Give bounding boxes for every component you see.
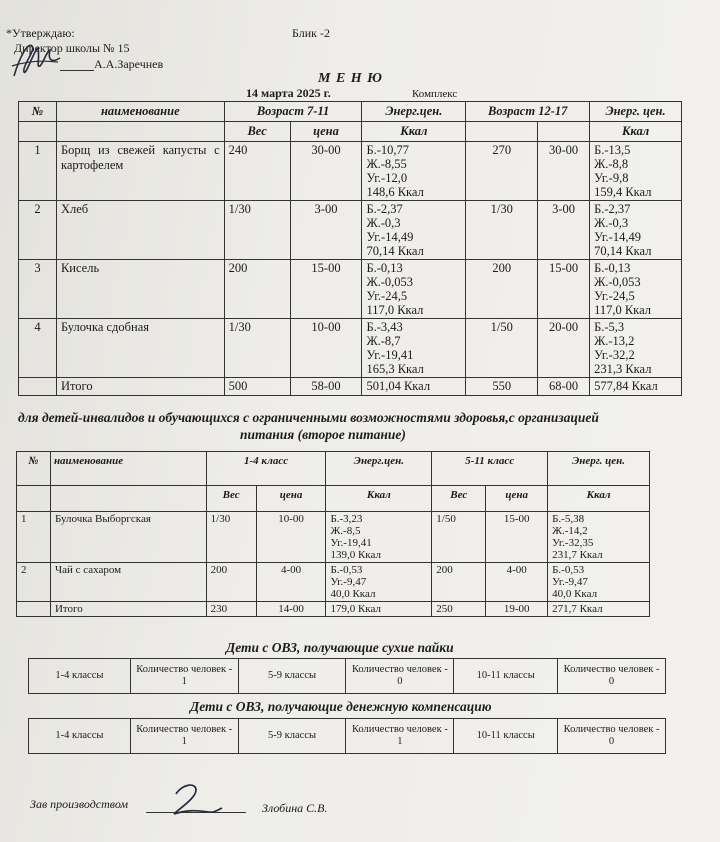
protein-value: Б.-0,13 <box>594 261 631 275</box>
row-num: 2 <box>17 563 51 602</box>
second-meal-table <box>16 451 650 617</box>
total-price: 19-00 <box>486 602 548 617</box>
col-kcal1: Ккал <box>326 486 432 512</box>
class-group: 10-11 классы <box>454 659 558 694</box>
total-row <box>17 602 650 617</box>
col-price1: цена <box>290 122 362 142</box>
dish-energy <box>548 512 650 563</box>
kcal-value: 40,0 Ккал <box>552 588 598 600</box>
total-kcal: 577,84 Ккал <box>590 378 682 396</box>
kcal-value: 159,4 Ккал <box>594 185 652 199</box>
protein-value: Б.-5,3 <box>594 320 625 334</box>
row-num: 1 <box>19 142 57 201</box>
dish-weight: 270 <box>466 142 538 201</box>
col-weight1: Вес <box>206 486 256 512</box>
class-group: 5-9 классы <box>238 719 346 754</box>
carb-value: Уг.-32,35 <box>552 537 594 549</box>
fat-value: Ж.-14,2 <box>552 525 588 537</box>
student-count: Количество человек - 0 <box>558 719 666 754</box>
dish-price: 3-00 <box>538 201 590 260</box>
dish-price: 10-00 <box>290 319 362 378</box>
signature-line <box>60 70 94 71</box>
protein-value: Б.-3,43 <box>366 320 403 334</box>
kcal-value: 117,0 Ккал <box>366 303 424 317</box>
table-row <box>17 563 650 602</box>
protein-value: Б.-3,23 <box>330 513 363 525</box>
total-kcal: 179,0 Ккал <box>326 602 432 617</box>
dish-energy <box>590 201 682 260</box>
director-name: А.А.Заречнев <box>94 57 164 71</box>
protein-value: Б.-0,53 <box>330 564 363 576</box>
kcal-value: 231,7 Ккал <box>552 549 603 561</box>
protein-value: Б.-5,38 <box>552 513 585 525</box>
student-count: Количество человек - 1 <box>130 719 238 754</box>
dish-price: 15-00 <box>486 512 548 563</box>
col-kcal2: Ккал <box>590 122 682 142</box>
col-name: наименование <box>50 452 206 486</box>
dish-energy <box>590 142 682 201</box>
menu-kind: Комплекс <box>412 88 458 100</box>
dry-rations-heading: Дети с ОВЗ, получающие сухие пайки <box>226 640 454 655</box>
student-count: Количество человек - 1 <box>130 659 238 694</box>
total-price: 58-00 <box>290 378 362 396</box>
dish-weight: 1/50 <box>432 512 486 563</box>
fat-value: Ж.-8,7 <box>366 334 401 348</box>
col-num: № <box>17 452 51 486</box>
dish-energy <box>362 319 466 378</box>
table-row <box>19 260 682 319</box>
protein-value: Б.-10,77 <box>366 143 410 157</box>
dish-weight: 200 <box>466 260 538 319</box>
dish-price: 10-00 <box>256 512 326 563</box>
dish-price: 30-00 <box>538 142 590 201</box>
col-age2: Возраст 12-17 <box>466 102 590 122</box>
dish-energy <box>326 563 432 602</box>
director-signature <box>10 36 64 84</box>
total-price: 14-00 <box>256 602 326 617</box>
kcal-value: 165,3 Ккал <box>366 362 424 376</box>
col-energy2: Энерг. цен. <box>548 452 650 486</box>
dish-weight: 1/30 <box>224 319 290 378</box>
section2-heading-line2: питания (второе питание) <box>240 427 406 442</box>
carb-value: Уг.-14,49 <box>366 230 414 244</box>
student-count: Количество человек - 0 <box>346 659 454 694</box>
dish-price: 30-00 <box>290 142 362 201</box>
carb-value: Уг.-19,41 <box>330 537 372 549</box>
dish-name: Хлеб <box>56 201 224 260</box>
dish-weight: 200 <box>224 260 290 319</box>
student-count: Количество человек - 0 <box>558 659 666 694</box>
kcal-value: 117,0 Ккал <box>594 303 651 317</box>
col-weight1: Вес <box>224 122 290 142</box>
fat-value: Ж.-0,3 <box>594 216 629 230</box>
total-kcal: 271,7 Ккал <box>548 602 650 617</box>
total-weight: 250 <box>432 602 486 617</box>
col-price1: цена <box>256 486 326 512</box>
fat-value: Ж.-0,3 <box>366 216 401 230</box>
protein-value: Б.-2,37 <box>594 202 631 216</box>
carb-value: Уг.-24,5 <box>594 289 635 303</box>
dish-price: 15-00 <box>290 260 362 319</box>
col-grp1: 1-4 класс <box>206 452 326 486</box>
dish-name: Чай с сахаром <box>50 563 206 602</box>
compensation-heading: Дети с ОВЗ, получающие денежную компенсацию <box>190 699 492 714</box>
section2-heading-line1: для детей-инвалидов и обучающихся с ограниченными возможностями здоровья,с организацией <box>18 410 599 425</box>
table-row <box>19 142 682 201</box>
kcal-value: 70,14 Ккал <box>594 244 652 258</box>
dish-energy <box>326 512 432 563</box>
table-row <box>19 319 682 378</box>
col-price2: цена <box>486 486 548 512</box>
dry-rations-table <box>28 658 666 694</box>
dish-price: 20-00 <box>538 319 590 378</box>
dish-energy <box>362 201 466 260</box>
student-count: Количество человек - 1 <box>346 719 454 754</box>
carb-value: Уг.-14,49 <box>594 230 641 244</box>
menu-date: 14 марта 2025 г. <box>246 86 331 100</box>
class-group: 5-9 классы <box>238 659 346 694</box>
carb-value: Уг.-9,8 <box>594 171 629 185</box>
blank-label: Блик -2 <box>292 26 330 40</box>
approve-label: *Утверждаю: <box>6 26 75 40</box>
col-weight2: Вес <box>432 486 486 512</box>
protein-value: Б.-2,37 <box>366 202 403 216</box>
dish-price: 15-00 <box>538 260 590 319</box>
protein-value: Б.-0,53 <box>552 564 585 576</box>
menu-title: М Е Н Ю <box>318 71 383 86</box>
total-weight: 230 <box>206 602 256 617</box>
dish-name: Кисель <box>56 260 224 319</box>
col-name: наименование <box>56 102 224 122</box>
dish-price: 4-00 <box>256 563 326 602</box>
total-label: Итого <box>50 602 206 617</box>
col-energy1: Энерг.цен. <box>326 452 432 486</box>
dish-weight: 200 <box>206 563 256 602</box>
fat-value: Ж.-8,5 <box>330 525 361 537</box>
carb-value: Уг.-32,2 <box>594 348 635 362</box>
total-price: 68-00 <box>538 378 590 396</box>
row-num: 1 <box>17 512 51 563</box>
dish-weight: 1/30 <box>466 201 538 260</box>
table-row <box>19 201 682 260</box>
manager-signature <box>166 780 226 822</box>
row-num: 4 <box>19 319 57 378</box>
total-weight: 500 <box>224 378 290 396</box>
table-row <box>17 512 650 563</box>
col-age1: Возраст 7-11 <box>224 102 362 122</box>
dish-price: 3-00 <box>290 201 362 260</box>
carb-value: Уг.-9,47 <box>552 576 588 588</box>
carb-value: Уг.-19,41 <box>366 348 414 362</box>
dish-energy <box>590 260 682 319</box>
protein-value: Б.-13,5 <box>594 143 631 157</box>
row-num: 3 <box>19 260 57 319</box>
dish-energy <box>362 260 466 319</box>
fat-value: Ж.-0,053 <box>594 275 641 289</box>
col-energy1: Энерг.цен. <box>362 102 466 122</box>
compensation-table <box>28 718 666 754</box>
carb-value: Уг.-12,0 <box>366 171 408 185</box>
dish-name: Борщ из свежей капусты с картофелем <box>56 142 224 201</box>
dish-weight: 200 <box>432 563 486 602</box>
production-manager-name: Злобина С.В. <box>262 801 328 815</box>
row-num: 2 <box>19 201 57 260</box>
protein-value: Б.-0,13 <box>366 261 403 275</box>
col-kcal1: Ккал <box>362 122 466 142</box>
dish-price: 4-00 <box>486 563 548 602</box>
total-label: Итого <box>56 378 224 396</box>
fat-value: Ж.-13,2 <box>594 334 635 348</box>
class-group: 1-4 классы <box>29 719 131 754</box>
dish-energy <box>362 142 466 201</box>
fat-value: Ж.-8,8 <box>594 157 629 171</box>
fat-value: Ж.-0,053 <box>366 275 414 289</box>
main-menu-table <box>18 101 682 396</box>
dish-weight: 240 <box>224 142 290 201</box>
total-row <box>19 378 682 396</box>
class-group: 10-11 классы <box>454 719 558 754</box>
director-label: Директор школы № 15 <box>14 41 130 55</box>
dish-energy <box>590 319 682 378</box>
kcal-value: 40,0 Ккал <box>330 588 376 600</box>
dish-name: Булочка Выборгская <box>50 512 206 563</box>
dish-weight: 1/30 <box>224 201 290 260</box>
kcal-value: 148,6 Ккал <box>366 185 424 199</box>
fat-value: Ж.-8,55 <box>366 157 407 171</box>
dish-energy <box>548 563 650 602</box>
kcal-value: 231,3 Ккал <box>594 362 652 376</box>
production-manager-label: Зав производством <box>30 797 129 811</box>
total-kcal: 501,04 Ккал <box>362 378 466 396</box>
class-group: 1-4 классы <box>29 659 131 694</box>
col-kcal2: Ккал <box>548 486 650 512</box>
carb-value: Уг.-24,5 <box>366 289 408 303</box>
total-weight: 550 <box>466 378 538 396</box>
dish-weight: 1/50 <box>466 319 538 378</box>
col-energy2: Энерг. цен. <box>590 102 682 122</box>
kcal-value: 139,0 Ккал <box>330 549 381 561</box>
col-num: № <box>19 102 57 122</box>
carb-value: Уг.-9,47 <box>330 576 367 588</box>
kcal-value: 70,14 Ккал <box>366 244 424 258</box>
col-grp2: 5-11 класс <box>432 452 548 486</box>
dish-name: Булочка сдобная <box>56 319 224 378</box>
dish-weight: 1/30 <box>206 512 256 563</box>
